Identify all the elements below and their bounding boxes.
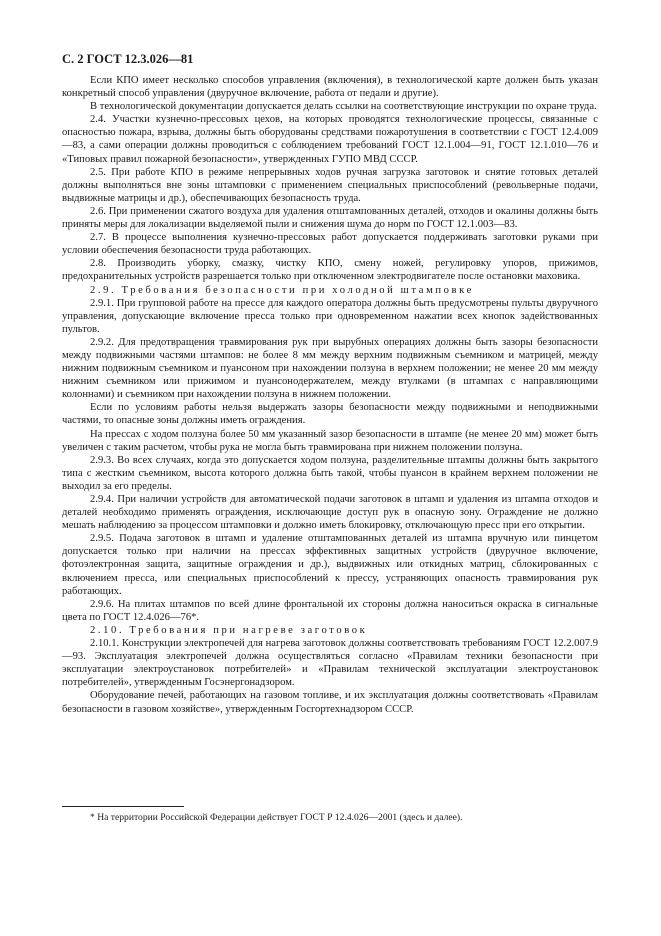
paragraph: 2.5. При работе КПО в режиме непрерывных ходов ручная загрузка заготовок и снятие готовых деталей должны выполняться вне зоны штамповки с применением специальных приспособлений (револьверные подачи, выдвижные матрицы и др.), обеспечивающих безопасность труда.: [62, 166, 598, 204]
footnote: * На территории Российской Федерации действует ГОСТ Р 12.4.026—2001 (здесь и далее).: [90, 812, 463, 823]
paragraph: 2.8. Производить уборку, смазку, чистку КПО, смену ножей, регулировку упоров, прижимов, предохранительных устройств разрешается только при отключенном электродвигателе после остановки маховика.: [62, 258, 598, 283]
section-heading: 2.9. Требования безопасности при холодной штамповке: [90, 284, 474, 296]
paragraph: Если КПО имеет несколько способов управления (включения), в технологической карте должен быть указан конкретный способ управления (двуручное включение, работа от педали и другие).: [62, 75, 598, 100]
paragraph: 2.7. В процессе выполнения кузнечно-прессовых работ допускается поддерживать заготовки руками при условии обеспечения безопасности труда работающих.: [62, 232, 598, 257]
paragraph: Если по условиям работы нельзя выдержать зазоры безопасности между подвижными и неподвижными частями, то опасные зоны должны иметь ограждения.: [62, 402, 598, 427]
paragraph: На прессах с ходом ползуна более 50 мм указанный зазор безопасности в штампе (не менее 20 мм) может быть увеличен с таким расчетом, чтобы рука не могла быть травмирована при нижнем положении ползуна.: [62, 428, 598, 453]
paragraph: 2.9.4. При наличии устройств для автоматической подачи заготовок в штамп и удаления из штампа отходов и деталей необходимо применять ограждения, исключающие доступ рук в опасную зону. Ограждение не должно мешать наблюдению за процессом штамповки и должно иметь блокировку, отключающую пресс при его открытии.: [62, 494, 598, 532]
section-heading: 2.10. Требования при нагреве заготовок: [90, 624, 368, 636]
paragraph: 2.6. При применении сжатого воздуха для удаления отштампованных деталей, отходов и окалины должны быть приняты меры для локализации выделяемой пыли и снижения шума до норм по ГОСТ 12.1.003—83.: [62, 205, 598, 231]
footnote-rule: [62, 806, 184, 807]
paragraph: 2.9.1. При групповой работе на прессе для каждого оператора должны быть предусмотрены пульты двуручного управления, допускающие включение пресса только при одновременном нажатии всех кнопок задействованных пультов.: [62, 297, 598, 335]
document-body: [62, 74, 598, 716]
paragraph: В технологической документации допускается делать ссылки на соответствующие инструкции по охране труда.: [90, 101, 597, 113]
page-header: С. 2 ГОСТ 12.3.026—81: [62, 52, 194, 66]
paragraph: 2.9.5. Подача заготовок в штамп и удаление отштампованных деталей из штампа вручную или пинцетом допускается только при наличии на прессах эффективных защитных устройств (двуручное включение, фотоэлектронная защита, защитные ограждения и др.), выдвижных или откидных матриц, сблокированных с включением пресса, или специальных приспособлений к прессу, устраняющих опасность травмирования рук работающих.: [62, 533, 598, 597]
paragraph: 2.9.6. На плитах штампов по всей длине фронтальной их стороны должна наноситься окраска в сигнальные цвета по ГОСТ 12.4.026—76*.: [62, 598, 598, 623]
paragraph: Оборудование печей, работающих на газовом топливе, и их эксплуатация должны соответствовать «Правилам безопасности в газовом хозяйстве», утвержденным Госгортехнадзором СССР.: [62, 690, 598, 715]
paragraph: 2.9.2. Для предотвращения травмирования рук при вырубных операциях должны быть зазоры безопасности между подвижными частями штампов: не более 8 мм между верхним подвижным съемником и матрицей, между нижним подвижным съемником и пуансоном при нахождении ползуна в верхнем положении; не менее 20 мм между нижним съемником или прижимом и пуансонодержателем, между втулками (в штампах с направляющими колоннами) и съемником при нахождении ползуна в нижнем положении.: [62, 336, 598, 401]
paragraph: 2.9.3. Во всех случаях, когда это допускается ходом ползуна, разделительные штампы должны быть закрытого типа с жестким съемником, высота которого должна быть такой, чтобы пуансон в крайнем верхнем положении не выходил за его пределы.: [62, 454, 598, 492]
paragraph: 2.4. Участки кузнечно-прессовых цехов, на которых проводятся технологические процессы, связанные с опасностью пожара, взрыва, должны быть оборудованы средствами пожаротушения в соответствии с ГОСТ 12.4.009—83, а сами операции должны проводиться с соблюдением требований ГОСТ 12.1.004—91, ГОСТ 12.1.010—76 и «Типовых правил пожарной безопасности», утвержденных ГУПО МВД СССР.: [62, 114, 598, 165]
paragraph: 2.10.1. Конструкции электропечей для нагрева заготовок должны соответствовать требованиям ГОСТ 12.2.007.9—93. Эксплуатация электропечей должна осуществляться согласно «Правилам техники безопасности при эксплуатации электроустановок потребителей» и «Правилам технической эксплуатации электроустановок потребителей», утвержденным Госэнергонадзором.: [62, 638, 598, 689]
